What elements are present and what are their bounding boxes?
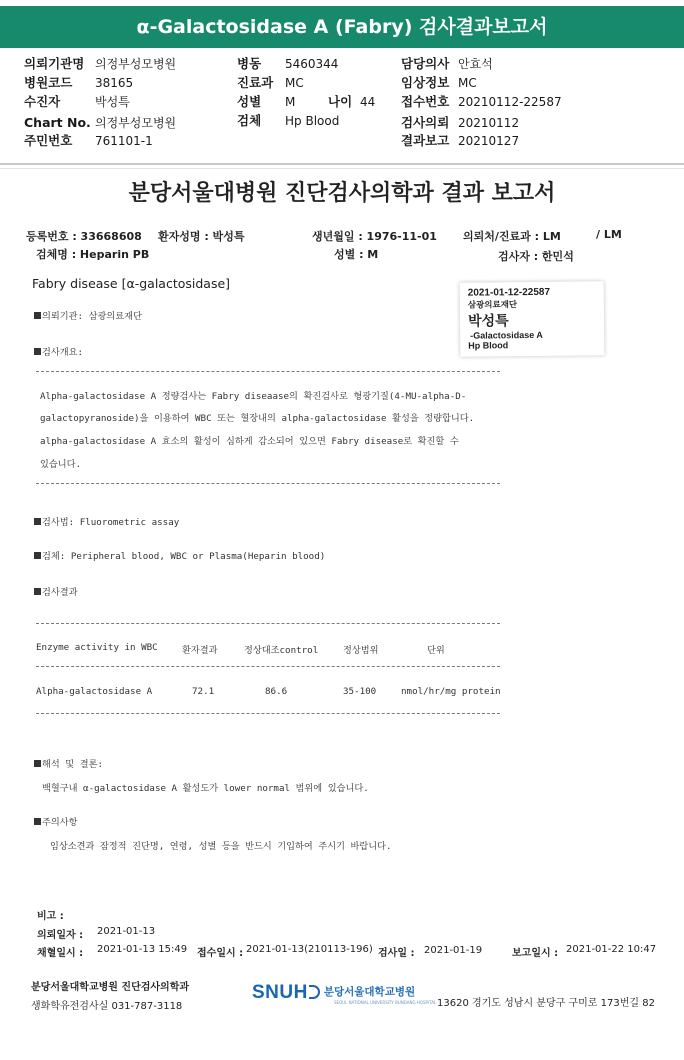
caution-heading (34, 814, 78, 828)
patient-name: 환자성명 : 박성특 (158, 230, 245, 243)
tester: 검사자 : 한민석 (498, 250, 574, 263)
resident-no-value: 761101-1 (95, 134, 153, 148)
test-date-value: 2021-01-19 (424, 945, 483, 956)
sex: 성별 : M (334, 248, 379, 261)
receipt-date-value: 2021-01-13(210113-196) (246, 944, 373, 955)
result-cell: nmol/hr/mg protein (401, 686, 501, 697)
test-date-label: 검사일 : (378, 948, 415, 959)
request-date-value: 20210112 (458, 116, 520, 130)
dashed-divider (36, 623, 500, 624)
method-text: 검사법: Fluorometric assay (42, 517, 180, 528)
sticker-name: 박성특 (467, 312, 509, 329)
interpretation-heading-text: 해석 및 결론: (42, 759, 103, 770)
sticker-specimen: Hp Blood (468, 340, 509, 351)
department-label: 진료과 (237, 75, 274, 90)
lab-phone: 생화학유전검사실 031-787-3118 (31, 1001, 183, 1012)
receipt-no-value: 20210112-22587 (458, 95, 562, 109)
scanned-report (6, 170, 678, 1048)
caution-text: 임상소견과 잠정적 진단명, 연령, 성별 등을 반드시 기입하여 주시기 바랍니다. (50, 841, 392, 852)
request-date-label: 의뢰일자 : (37, 930, 84, 941)
referral-department: 의뢰처/진료과 : LM (463, 230, 561, 243)
requester-label: 의뢰기관명 (24, 56, 85, 71)
requester-value: 의정부성모병원 (95, 57, 177, 71)
ward-label: 병동 (237, 56, 262, 71)
bullet-square-icon (34, 760, 41, 767)
report-date-label: 결과보고 (401, 133, 450, 148)
result-cell: 86.6 (265, 686, 288, 697)
interpretation-heading (34, 756, 103, 770)
age-label: 나이 (328, 94, 353, 109)
chart-no-value: 의정부성모병원 (95, 116, 177, 130)
collector-value: 박성특 (95, 95, 130, 109)
ward-value: 5460344 (285, 57, 339, 71)
result-cell: 35-100 (343, 686, 377, 697)
dashed-divider (36, 371, 500, 372)
bullet-square-icon (34, 518, 41, 525)
overview-line-2: galactopyranoside)을 이용하여 WBC 또는 혈장내의 alpha-galactosidase 활성을 정량합니다. (40, 413, 475, 424)
overview-heading-text: 검사개요: (42, 347, 84, 358)
receipt-no-label: 접수번호 (401, 94, 450, 109)
table-header: 환자결과 (182, 645, 218, 656)
bullet-square-icon (34, 588, 41, 595)
sticker-date: 2021-01-12-22587 (467, 286, 551, 299)
birth-date: 생년월일 : 1976-11-01 (312, 230, 437, 243)
referral-department-2: / LM (596, 228, 622, 241)
bullet-square-icon (34, 312, 41, 319)
sex-value: M (285, 95, 296, 109)
divider (0, 168, 684, 169)
doctor-label: 담당의사 (401, 56, 450, 71)
specimen-name: 검체명 : Heparin PB (36, 248, 150, 261)
registration-number: 등록번호 : 33668608 (26, 230, 142, 243)
clinical-label: 임상정보 (401, 75, 450, 90)
bullet-square-icon (34, 348, 41, 355)
method-line (34, 514, 179, 528)
snuh-emblem-icon (309, 985, 320, 999)
report-title: α-Galactosidase A (Fabry) 검사결과보고서 (0, 6, 684, 48)
snuh-logo-text: SNUH (252, 982, 308, 1003)
result-cell: 72.1 (192, 686, 215, 697)
specimen-line-text: 검체: Peripheral blood, WBC or Plasma(Heparin blood) (42, 551, 326, 562)
age-value: 44 (360, 95, 376, 109)
overview-heading (34, 344, 83, 358)
collector-label: 수진자 (24, 94, 61, 109)
dashed-divider (36, 666, 500, 667)
table-header: 정상범위 (343, 645, 379, 656)
note-label: 비고 : (37, 911, 64, 922)
report-date-label: 보고일시 : (512, 948, 559, 959)
request-date-value: 2021-01-13 (97, 926, 156, 937)
specimen-line (34, 548, 325, 562)
overview-line-4: 있습니다. (40, 459, 82, 470)
receipt-date-label: 접수일시 : (197, 948, 244, 959)
bullet-square-icon (34, 818, 41, 825)
dashed-divider (36, 713, 500, 714)
interpretation-text: 백혈구내 α-galactosidase A 활성도가 lower normal 범위에 있습니다. (42, 783, 369, 794)
result-heading (34, 584, 78, 598)
bullet-square-icon (34, 552, 41, 559)
caution-heading-text: 주의사항 (42, 817, 78, 828)
table-header: 단위 (427, 645, 445, 656)
specimen-label: 검체 (237, 113, 262, 128)
request-date-label: 검사의뢰 (401, 115, 450, 130)
hospital-code-label: 병원코드 (24, 75, 73, 90)
overview-line-1: Alpha-galactosidase A 정량검사는 Fabry diseaase의 확진검사로 형광기질(4-MU-alpha-D- (40, 391, 467, 402)
divider (0, 163, 684, 165)
hospital-code-value: 38165 (95, 76, 134, 90)
overview-line-3: alpha-galactosidase A 효소의 활성이 심하게 감소되어 있으면 Fabry disease로 확진할 수 (40, 436, 459, 447)
table-header: Enzyme activity in WBC (36, 642, 158, 653)
department-name: 분당서울대학교병원 진단검사의학과 (31, 982, 190, 993)
table-header: 정상대조control (244, 645, 319, 656)
collect-date-label: 채혈일시 : (37, 948, 84, 959)
sticker-org: 삼광의료재단 (467, 299, 518, 310)
result-cell: Alpha-galactosidase A (36, 686, 153, 697)
sticker-test: -Galactosidase A (470, 329, 543, 341)
sex-label: 성별 (237, 94, 262, 109)
doctor-value: 안효석 (458, 57, 493, 71)
dashed-divider (36, 483, 500, 484)
report-date-value: 2021-01-22 10:47 (566, 944, 657, 955)
snuh-logo-subtitle: SEOUL NATIONAL UNIVERSITY BUNDANG HOSPITAL (334, 1000, 437, 1005)
collect-date-value: 2021-01-13 15:49 (97, 944, 188, 955)
requester-line (34, 308, 142, 322)
resident-no-label: 주민번호 (24, 133, 73, 148)
report-date-value: 20210127 (458, 134, 520, 148)
requester-text: 의뢰기관: 삼광의료재단 (42, 311, 142, 322)
snuh-logo (252, 982, 437, 1008)
clinical-value: MC (458, 76, 477, 90)
scanned-report-title: 분당서울대병원 진단검사의학과 결과 보고서 (128, 181, 556, 206)
result-heading-text: 검사결과 (42, 587, 78, 598)
specimen-value: Hp Blood (285, 114, 340, 128)
address: 13620 경기도 성남시 분당구 구미로 173번길 82 (437, 998, 655, 1009)
chart-no-label: Chart No. (24, 115, 91, 130)
department-value: MC (285, 76, 304, 90)
test-name: Fabry disease [α-galactosidase] (32, 276, 231, 291)
specimen-label-sticker (460, 281, 605, 357)
snuh-logo-name: 분당서울대학교병원 (323, 986, 416, 998)
patient-info-grid (0, 56, 684, 156)
